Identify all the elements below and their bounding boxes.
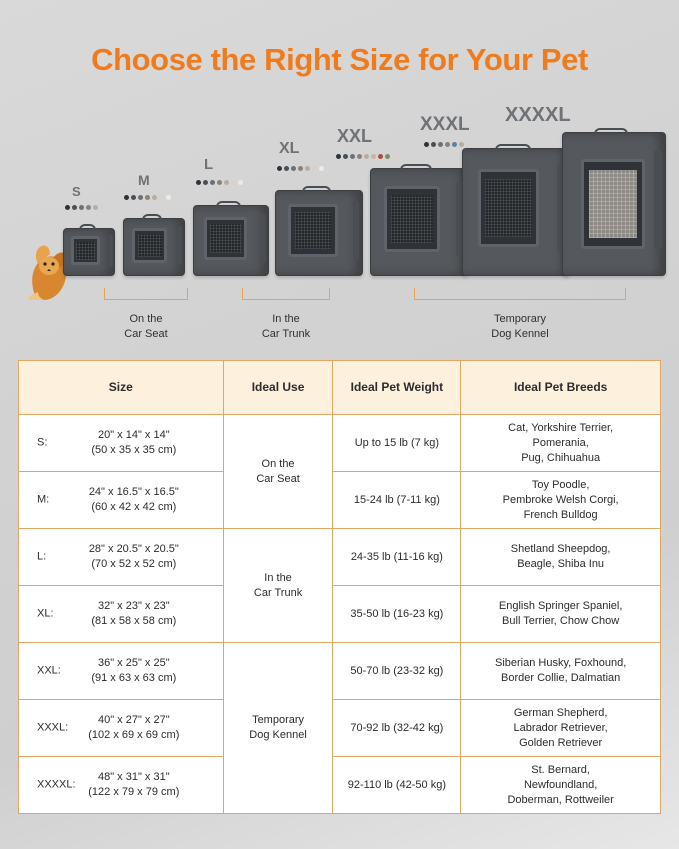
size-chart-table bbox=[18, 360, 661, 814]
table-row bbox=[19, 472, 661, 529]
crate-door bbox=[581, 159, 644, 250]
size-dims-imperial: 28" x 20.5" x 20.5" bbox=[88, 543, 179, 555]
cell-size bbox=[19, 586, 224, 643]
column-header-ideal-weight: Ideal Pet Weight bbox=[333, 361, 461, 415]
mesh-panel bbox=[589, 170, 637, 238]
size-dims-metric: (70 x 52 x 52 cm) bbox=[91, 558, 177, 570]
table-row bbox=[19, 757, 661, 814]
crate-side-panel bbox=[654, 150, 662, 249]
size-label-xxl: XXL bbox=[337, 126, 373, 146]
cell-breeds: Toy Poodle, Pembroke Welsh Corgi, French Bulldog bbox=[461, 472, 661, 529]
cell-size bbox=[19, 415, 224, 472]
crate-door bbox=[204, 217, 247, 260]
table-row bbox=[19, 415, 661, 472]
cell-size bbox=[19, 643, 224, 700]
crate-handle bbox=[400, 164, 433, 171]
crate-side-panel bbox=[260, 214, 266, 262]
size-label-m: M bbox=[138, 172, 150, 188]
size-dims-imperial: 32" x 23" x 23" bbox=[97, 600, 170, 612]
mesh-panel bbox=[138, 234, 162, 257]
cell-weight: 15-24 lb (7-11 kg) bbox=[333, 472, 461, 529]
size-dims-imperial: 48" x 31" x 31" bbox=[97, 771, 170, 783]
crate-m bbox=[123, 218, 185, 276]
mesh-panel bbox=[295, 212, 332, 249]
cell-ideal-use: On the Car Seat bbox=[223, 415, 333, 529]
color-swatches-l bbox=[196, 180, 243, 185]
group-bracket-car-trunk bbox=[242, 288, 330, 300]
crate-handle bbox=[216, 201, 241, 208]
cell-weight: Up to 15 lb (7 kg) bbox=[333, 415, 461, 472]
crate-door bbox=[71, 236, 100, 265]
cell-breeds: St. Bernard, Newfoundland, Doberman, Rottweiler bbox=[461, 757, 661, 814]
cell-weight: 70-92 lb (32-42 kg) bbox=[333, 700, 461, 757]
mesh-panel bbox=[210, 224, 241, 253]
column-header-ideal-breeds: Ideal Pet Breeds bbox=[461, 361, 661, 415]
cell-breeds: Cat, Yorkshire Terrier, Pomerania, Pug, Chihuahua bbox=[461, 415, 661, 472]
size-dims-imperial: 40" x 27" x 27" bbox=[97, 714, 170, 726]
group-label-dog-kennel: Temporary Dog Kennel bbox=[491, 313, 549, 340]
size-tag: M: bbox=[37, 493, 50, 506]
crate-handle bbox=[594, 128, 629, 135]
crate-door bbox=[384, 186, 440, 252]
crate-handle bbox=[79, 224, 96, 231]
mesh-panel bbox=[391, 195, 433, 243]
group-label-car-trunk: In the Car Trunk bbox=[261, 313, 311, 340]
cell-breeds: Siberian Husky, Foxhound, Border Collie, Dalmatian bbox=[461, 643, 661, 700]
size-dims-metric: (91 x 63 x 63 cm) bbox=[91, 672, 177, 684]
crate-xxl bbox=[370, 168, 468, 276]
crate-handle bbox=[302, 186, 331, 193]
page-title: Choose the Right Size for Your Pet bbox=[91, 42, 588, 77]
color-swatches-xxxl bbox=[424, 142, 471, 147]
size-label-xl: XL bbox=[279, 140, 300, 157]
cell-size bbox=[19, 700, 224, 757]
crate-handle bbox=[142, 214, 162, 221]
crate-side-panel bbox=[177, 226, 182, 265]
size-dims-imperial: 24" x 16.5" x 16.5" bbox=[88, 486, 179, 498]
size-label-l: L bbox=[204, 156, 214, 173]
size-tag: S: bbox=[37, 436, 48, 449]
crate-handle bbox=[495, 144, 531, 151]
crate-xxxl bbox=[462, 148, 570, 276]
size-label-s: S bbox=[72, 184, 81, 199]
crate-xxxxl bbox=[562, 132, 666, 276]
table-header-row bbox=[19, 361, 661, 415]
cell-ideal-use: Temporary Dog Kennel bbox=[223, 643, 333, 814]
crate-size-illustration bbox=[0, 100, 679, 350]
size-tag: XXXXL: bbox=[37, 778, 76, 791]
cell-breeds: Shetland Sheepdog, Beagle, Shiba Inu bbox=[461, 529, 661, 586]
size-tag: XXXL: bbox=[37, 721, 69, 734]
size-dims-metric: (102 x 69 x 69 cm) bbox=[88, 729, 180, 741]
group-bracket-car-seat bbox=[104, 288, 188, 300]
crate-l bbox=[193, 205, 269, 276]
table-row bbox=[19, 586, 661, 643]
group-label-car-seat: On the Car Seat bbox=[124, 313, 168, 340]
table-row bbox=[19, 529, 661, 586]
size-dims-metric: (122 x 79 x 79 cm) bbox=[88, 786, 180, 798]
crate-side-panel bbox=[353, 201, 360, 260]
table-row bbox=[19, 643, 661, 700]
cell-breeds: English Springer Spaniel, Bull Terrier, Chow Chow bbox=[461, 586, 661, 643]
color-swatches-s bbox=[65, 205, 105, 210]
size-dims-metric: (81 x 58 x 58 cm) bbox=[91, 615, 177, 627]
cell-size bbox=[19, 472, 224, 529]
color-swatches-xl bbox=[277, 166, 324, 171]
crate-door bbox=[132, 228, 167, 263]
crate-door bbox=[478, 169, 539, 247]
size-tag: L: bbox=[37, 550, 47, 563]
size-label-xxxxl: XXXXL bbox=[505, 104, 571, 126]
size-dims-imperial: 36" x 25" x 25" bbox=[97, 657, 170, 669]
table-row bbox=[19, 700, 661, 757]
cell-size bbox=[19, 757, 224, 814]
size-dims-imperial: 20" x 14" x 14" bbox=[97, 429, 170, 441]
cell-weight: 92-110 lb (42-50 kg) bbox=[333, 757, 461, 814]
cell-size bbox=[19, 529, 224, 586]
color-swatches-xxl bbox=[336, 154, 397, 159]
cell-weight: 24-35 lb (11-16 kg) bbox=[333, 529, 461, 586]
color-swatches-m bbox=[124, 195, 171, 200]
crate-door bbox=[288, 204, 338, 256]
cell-weight: 35-50 lb (16-23 kg) bbox=[333, 586, 461, 643]
cell-breeds: German Shepherd, Labrador Retriever, Golden Retriever bbox=[461, 700, 661, 757]
column-header-size: Size bbox=[19, 361, 224, 415]
size-label-xxxl: XXXL bbox=[420, 114, 470, 135]
crate-side-panel bbox=[109, 235, 113, 267]
cell-weight: 50-70 lb (23-32 kg) bbox=[333, 643, 461, 700]
crate-s bbox=[63, 228, 115, 276]
crate-xl bbox=[275, 190, 363, 276]
size-tag: XL: bbox=[37, 607, 54, 620]
cell-ideal-use: In the Car Trunk bbox=[223, 529, 333, 643]
size-tag: XXL: bbox=[37, 664, 61, 677]
mesh-panel bbox=[76, 242, 95, 260]
group-bracket-dog-kennel bbox=[414, 288, 626, 300]
mesh-panel bbox=[485, 179, 532, 237]
column-header-ideal-use: Ideal Use bbox=[223, 361, 333, 415]
size-dims-metric: (60 x 42 x 42 cm) bbox=[91, 501, 177, 513]
size-dims-metric: (50 x 35 x 35 cm) bbox=[91, 444, 177, 456]
